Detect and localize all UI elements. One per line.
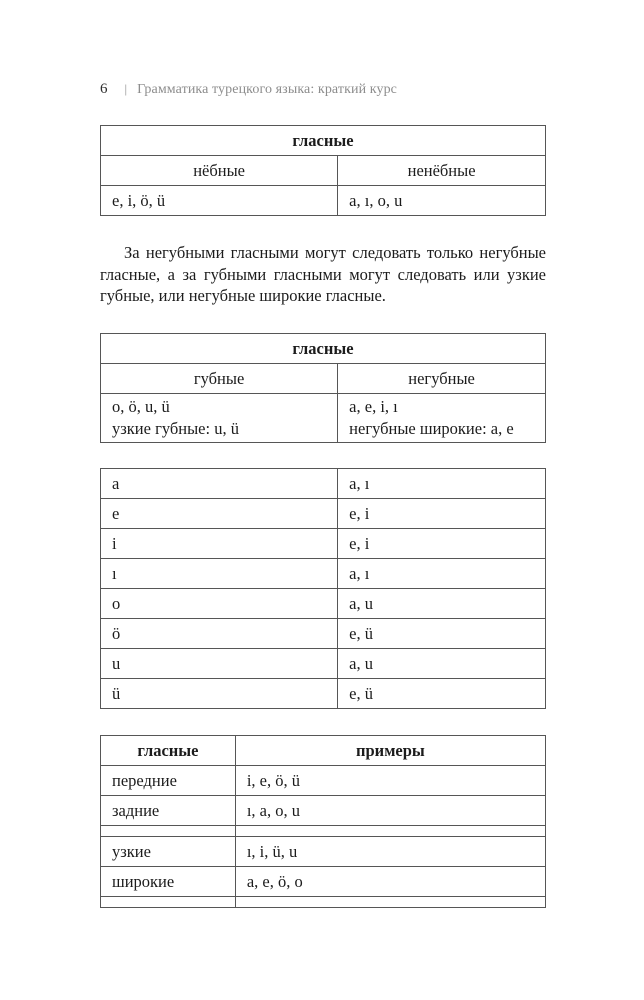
examples-cell: a, e, ö, o: [235, 866, 545, 896]
empty-cell: [235, 825, 545, 836]
table-title-row: [101, 126, 546, 156]
palatal-vowels-cell: e, i, ö, ü: [101, 186, 338, 216]
table-row: [101, 393, 546, 442]
vowel-cell: ı: [101, 558, 338, 588]
vowel-class-cell: широкие: [101, 866, 236, 896]
column-header: нёбные: [101, 156, 338, 186]
column-header: негубные: [338, 363, 546, 393]
following-vowels-cell: e, i: [338, 498, 546, 528]
spacer-row: [101, 825, 546, 836]
table-header-row: [101, 363, 546, 393]
table-title-row: [101, 333, 546, 363]
header-separator: |: [124, 81, 128, 96]
running-title: Грамматика турецкого языка: краткий курс: [137, 82, 397, 97]
table-header-row: [101, 735, 546, 765]
cell-line: o, ö, u, ü: [112, 396, 170, 416]
vowel-cell: ö: [101, 618, 338, 648]
column-header: губные: [101, 363, 338, 393]
table-row: [101, 186, 546, 216]
table-row: [101, 618, 546, 648]
labial-vowels-cell: [101, 393, 338, 442]
following-vowels-cell: e, ü: [338, 678, 546, 708]
following-vowels-cell: a, u: [338, 648, 546, 678]
table-row: [101, 498, 546, 528]
examples-cell: i, e, ö, ü: [235, 765, 545, 795]
page-content: [100, 81, 546, 908]
running-head: [100, 81, 546, 98]
labial-vowels-table: [100, 333, 546, 443]
table-title: гласные: [101, 126, 546, 156]
table-row: [101, 765, 546, 795]
table-row: [101, 678, 546, 708]
table-title: гласные: [101, 333, 546, 363]
table-header-row: [101, 156, 546, 186]
following-vowels-cell: a, u: [338, 588, 546, 618]
column-header: ненёбные: [338, 156, 546, 186]
following-vowels-cell: e, ü: [338, 618, 546, 648]
table-row: [101, 648, 546, 678]
vowel-cell: o: [101, 588, 338, 618]
empty-cell: [101, 896, 236, 907]
vowel-class-cell: задние: [101, 795, 236, 825]
nonpalatal-vowels-cell: a, ı, o, u: [338, 186, 546, 216]
body-paragraph: За негубными гласными могут следовать только негубные гласные, а за губными гласными могут следовать или узкие губные, или негубные широкие гласные.: [100, 243, 546, 305]
column-header: примеры: [235, 735, 545, 765]
table-row: [101, 468, 546, 498]
vowel-cell: ü: [101, 678, 338, 708]
spacer-row: [101, 896, 546, 907]
page-number: 6: [100, 81, 108, 97]
vowel-class-cell: узкие: [101, 836, 236, 866]
empty-cell: [235, 896, 545, 907]
table-row: [101, 795, 546, 825]
cell-line: узкие губные: u, ü: [112, 418, 239, 438]
table-row: [101, 558, 546, 588]
cell-line: a, e, i, ı: [349, 396, 398, 416]
vowel-class-cell: передние: [101, 765, 236, 795]
empty-cell: [101, 825, 236, 836]
vowel-cell: i: [101, 528, 338, 558]
examples-cell: ı, i, ü, u: [235, 836, 545, 866]
examples-cell: ı, a, o, u: [235, 795, 545, 825]
vowel-examples-table: [100, 735, 546, 908]
table-row: [101, 836, 546, 866]
column-header: гласные: [101, 735, 236, 765]
following-vowels-cell: a, ı: [338, 558, 546, 588]
following-vowels-cell: a, ı: [338, 468, 546, 498]
vowel-cell: a: [101, 468, 338, 498]
palatal-vowels-table: [100, 125, 546, 216]
table-row: [101, 528, 546, 558]
vowel-cell: e: [101, 498, 338, 528]
table-row: [101, 866, 546, 896]
cell-line: негубные широкие: a, e: [349, 418, 514, 438]
table-row: [101, 588, 546, 618]
vowel-cell: u: [101, 648, 338, 678]
nonlabial-vowels-cell: [338, 393, 546, 442]
following-vowels-cell: e, i: [338, 528, 546, 558]
vowel-harmony-table: [100, 468, 546, 709]
